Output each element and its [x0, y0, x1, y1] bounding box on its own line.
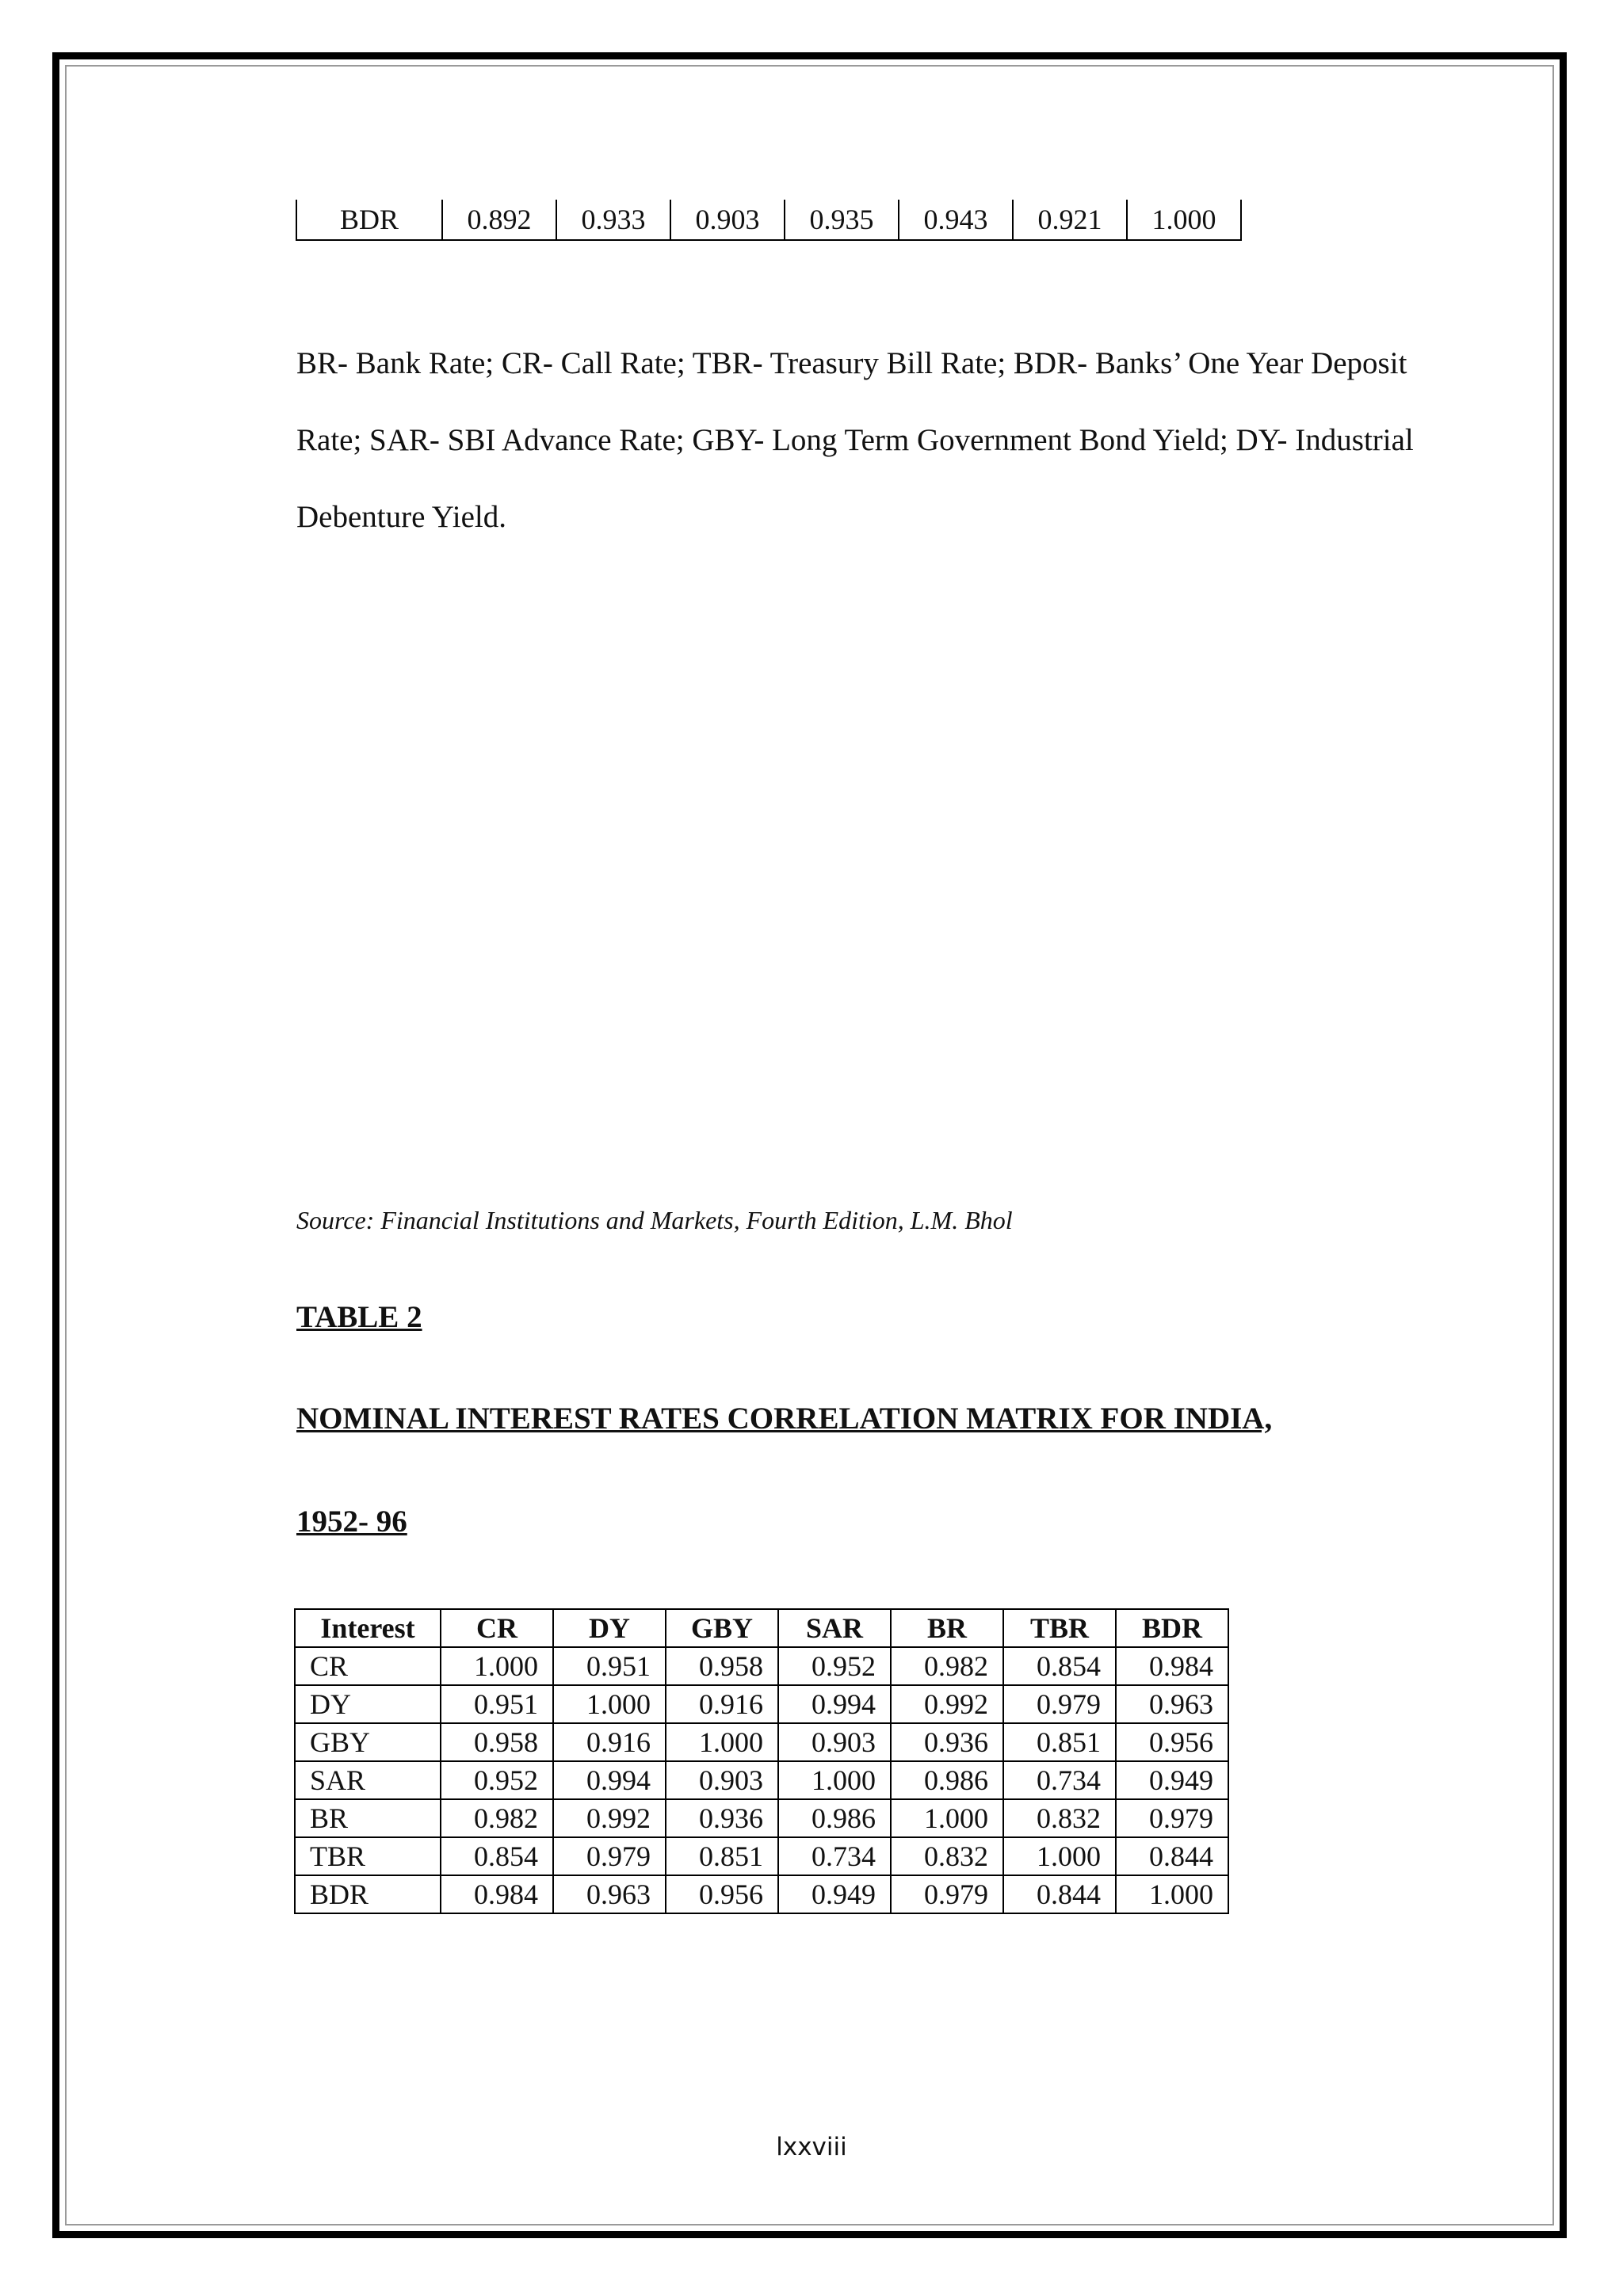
table-cell: 0.943: [899, 200, 1013, 240]
table-cell: 0.952: [778, 1647, 891, 1685]
table-cell: 1.000: [666, 1723, 778, 1761]
table-cell: 0.832: [891, 1837, 1003, 1875]
column-header: BDR: [1116, 1609, 1228, 1647]
table-row: [295, 1761, 1228, 1799]
table-cell: 0.734: [778, 1837, 891, 1875]
table-years: 1952- 96: [296, 1505, 407, 1539]
table-cell: 0.958: [666, 1647, 778, 1685]
table-row: [295, 1647, 1228, 1685]
table-row: [295, 1837, 1228, 1875]
table-cell: 1.000: [778, 1761, 891, 1799]
table-title: NOMINAL INTEREST RATES CORRELATION MATRIX FOR INDIA,: [296, 1402, 1273, 1436]
source-note: Source: Financial Institutions and Markets, Fourth Edition, L.M. Bhol: [296, 1206, 1013, 1234]
table-cell: 0.963: [1116, 1685, 1228, 1723]
table-cell: 0.982: [891, 1647, 1003, 1685]
table-cell: 0.986: [778, 1799, 891, 1837]
abbreviation-legend: BR- Bank Rate; CR- Call Rate; TBR- Treasury Bill Rate; BDR- Banks’ One Year Deposit Rate; SAR- SBI Advance Rate; GBY- Long Term Government Bond Yield; DY- Industrial Debenture Yield.: [296, 346, 1414, 534]
table-cell: 0.916: [666, 1685, 778, 1723]
table-cell: 1.000: [1003, 1837, 1116, 1875]
table-cell: 1.000: [553, 1685, 666, 1723]
table-cell: 1.000: [441, 1647, 553, 1685]
table-cell: 0.936: [891, 1723, 1003, 1761]
row-label: BR: [295, 1799, 441, 1837]
table-cell: 0.984: [441, 1875, 553, 1913]
table-cell: 0.921: [1013, 200, 1127, 240]
column-header: Interest: [295, 1609, 441, 1647]
table-cell: 0.854: [1003, 1647, 1116, 1685]
column-header: DY: [553, 1609, 666, 1647]
table-cell: 0.994: [778, 1685, 891, 1723]
table-label: TABLE 2: [296, 1300, 422, 1334]
table-cell: 0.903: [778, 1723, 891, 1761]
table-cell: 0.986: [891, 1761, 1003, 1799]
table-cell: 1.000: [1116, 1875, 1228, 1913]
table-cell: 0.956: [666, 1875, 778, 1913]
row-label: SAR: [295, 1761, 441, 1799]
table-row: [296, 200, 1241, 240]
correlation-matrix-table: [294, 1608, 1229, 1914]
table-row: [295, 1875, 1228, 1913]
table-cell: 0.963: [553, 1875, 666, 1913]
table-cell: 0.734: [1003, 1761, 1116, 1799]
table-cell: 0.994: [553, 1761, 666, 1799]
row-label: GBY: [295, 1723, 441, 1761]
row-label: BDR: [295, 1875, 441, 1913]
table-cell: 0.933: [556, 200, 670, 240]
table-row: [295, 1685, 1228, 1723]
table-cell: 0.892: [442, 200, 556, 240]
row-label: BDR: [296, 200, 442, 240]
table-cell: 0.992: [891, 1685, 1003, 1723]
table-cell: 0.958: [441, 1723, 553, 1761]
table-cell: 0.935: [785, 200, 899, 240]
table-cell: 1.000: [891, 1799, 1003, 1837]
table-cell: 0.949: [778, 1875, 891, 1913]
table-row: [295, 1799, 1228, 1837]
table-cell: 0.832: [1003, 1799, 1116, 1837]
table-cell: 0.979: [891, 1875, 1003, 1913]
table-cell: 0.916: [553, 1723, 666, 1761]
table-cell: 0.979: [1003, 1685, 1116, 1723]
table-cell: 0.844: [1116, 1837, 1228, 1875]
column-header: SAR: [778, 1609, 891, 1647]
table-cell: 0.952: [441, 1761, 553, 1799]
column-header: BR: [891, 1609, 1003, 1647]
column-header: CR: [441, 1609, 553, 1647]
table-cell: 1.000: [1127, 200, 1241, 240]
page-number: lxxviii: [776, 2133, 847, 2161]
table-cell: 0.951: [441, 1685, 553, 1723]
table-cell: 0.949: [1116, 1761, 1228, 1799]
table-cell: 0.851: [1003, 1723, 1116, 1761]
column-header: TBR: [1003, 1609, 1116, 1647]
table-cell: 0.851: [666, 1837, 778, 1875]
previous-table-continuation: [296, 200, 1242, 241]
table-cell: 0.956: [1116, 1723, 1228, 1761]
table-row: [295, 1723, 1228, 1761]
table-cell: 0.992: [553, 1799, 666, 1837]
table-cell: 0.844: [1003, 1875, 1116, 1913]
table-cell: 0.936: [666, 1799, 778, 1837]
row-label: DY: [295, 1685, 441, 1723]
table-cell: 0.903: [670, 200, 785, 240]
table-cell: 0.984: [1116, 1647, 1228, 1685]
column-header: GBY: [666, 1609, 778, 1647]
table-cell: 0.951: [553, 1647, 666, 1685]
table-cell: 0.903: [666, 1761, 778, 1799]
table-cell: 0.982: [441, 1799, 553, 1837]
header-row: [295, 1609, 1228, 1647]
row-label: TBR: [295, 1837, 441, 1875]
table-cell: 0.979: [553, 1837, 666, 1875]
row-label: CR: [295, 1647, 441, 1685]
table-cell: 0.979: [1116, 1799, 1228, 1837]
table-cell: 0.854: [441, 1837, 553, 1875]
